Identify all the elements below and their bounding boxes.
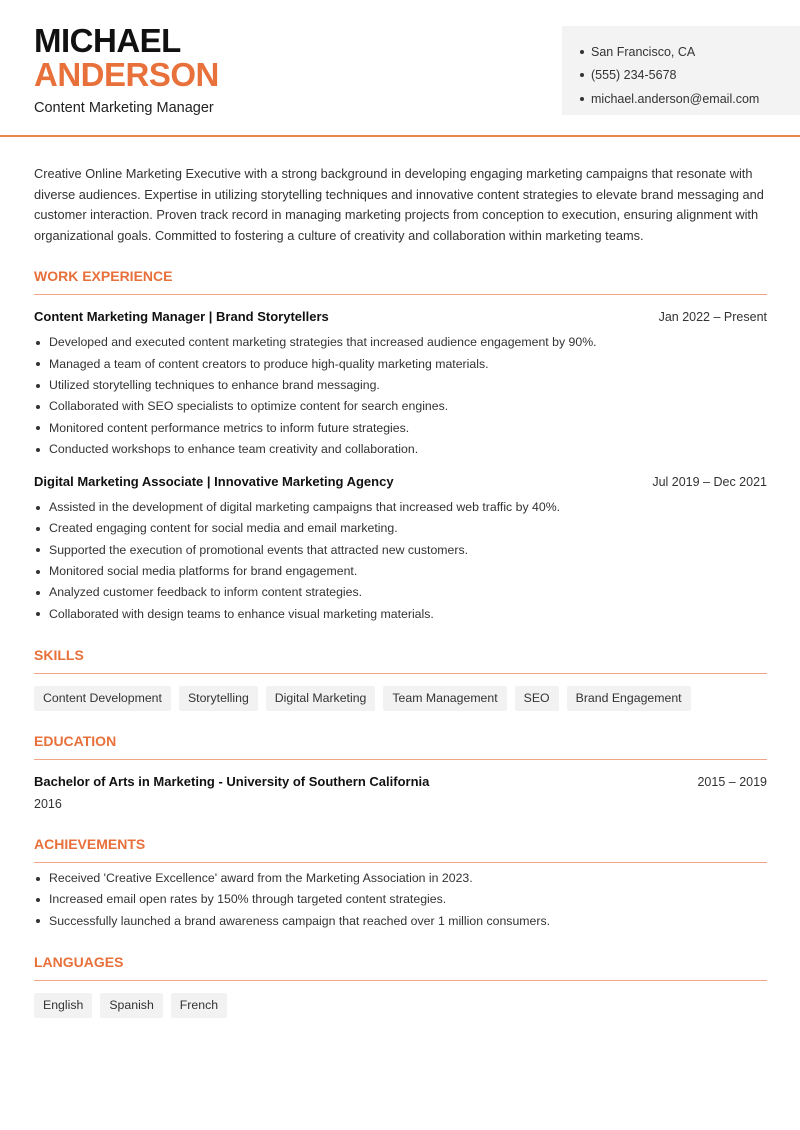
education-dates: 2015 – 2019 — [697, 774, 767, 789]
full-name — [34, 24, 219, 92]
contact-phone: (555) 234-5678 — [580, 64, 800, 88]
skill-tag: Storytelling — [179, 686, 258, 711]
skill-tag: SEO — [515, 686, 559, 711]
bullet-item: Conducted workshops to enhance team creativity and collaboration. — [34, 439, 767, 460]
bullet-item: Monitored social media platforms for brand engagement. — [34, 561, 767, 582]
bullet-item: Collaborated with design teams to enhance visual marketing materials. — [34, 604, 767, 625]
last-name: ANDERSON — [34, 56, 219, 93]
job-dates: Jul 2019 – Dec 2021 — [652, 475, 767, 490]
skills-list — [34, 686, 767, 711]
skill-tag: Content Development — [34, 686, 171, 711]
resume-header — [0, 0, 800, 137]
job-header — [34, 472, 767, 492]
job-header — [34, 307, 767, 327]
language-tag: French — [171, 993, 227, 1018]
section-heading-skills: SKILLS — [34, 647, 767, 674]
job-bullets — [34, 497, 767, 625]
achievements-list — [34, 868, 767, 932]
bullet-item: Created engaging content for social media and email marketing. — [34, 518, 767, 539]
resume-body — [34, 164, 767, 1018]
bullet-item: Utilized storytelling techniques to enhance brand messaging. — [34, 375, 767, 396]
skill-tag: Team Management — [383, 686, 506, 711]
job-title: Content Marketing Manager | Brand Storytellers — [34, 309, 329, 325]
bullet-item: Monitored content performance metrics to inform future strategies. — [34, 418, 767, 439]
work-list — [34, 307, 767, 625]
achievement-item: Successfully launched a brand awareness campaign that reached over 1 million consumers. — [34, 911, 767, 932]
education-year: 2016 — [34, 796, 62, 811]
degree: Bachelor of Arts in Marketing - University of Southern California — [34, 773, 430, 789]
bullet-item: Supported the execution of promotional events that attracted new customers. — [34, 540, 767, 561]
section-heading-work: WORK EXPERIENCE — [34, 268, 767, 295]
section-heading-education: EDUCATION — [34, 733, 767, 760]
job-title: Content Marketing Manager — [34, 100, 214, 116]
section-heading-languages: LANGUAGES — [34, 954, 767, 981]
contact-location: San Francisco, CA — [580, 40, 800, 64]
achievement-item: Increased email open rates by 150% through targeted content strategies. — [34, 889, 767, 910]
job-title: Digital Marketing Associate | Innovative Marketing Agency — [34, 474, 394, 490]
bullet-item: Developed and executed content marketing strategies that increased audience engagement by 90%. — [34, 332, 767, 353]
contact-box — [562, 26, 800, 115]
language-tag: English — [34, 993, 92, 1018]
bullet-item: Assisted in the development of digital marketing campaigns that increased web traffic by 40%. — [34, 497, 767, 518]
contact-email: michael.anderson@email.com — [580, 87, 800, 111]
first-name: MICHAEL — [34, 22, 181, 59]
achievement-item: Received 'Creative Excellence' award from the Marketing Association in 2023. — [34, 868, 767, 889]
job-dates: Jan 2022 – Present — [658, 310, 767, 325]
summary: Creative Online Marketing Executive with a strong background in developing engaging marketing campaigns that resonate with diverse audiences. Expertise in utilizing storytelling techniques and innovative content strategies to elevate brand messaging and customer interaction. Proven track record in managing marketing projects from conception to execution, ensuring alignment with organizational goals. Committed to fostering a culture of creativity and collaboration within marketing teams. — [34, 166, 764, 243]
section-heading-achievements: ACHIEVEMENTS — [34, 836, 767, 863]
languages-list — [34, 993, 767, 1018]
job-bullets — [34, 332, 767, 460]
bullet-item: Collaborated with SEO specialists to optimize content for search engines. — [34, 396, 767, 417]
bullet-item: Managed a team of content creators to produce high-quality marketing materials. — [34, 354, 767, 375]
skill-tag: Digital Marketing — [266, 686, 376, 711]
bullet-item: Analyzed customer feedback to inform content strategies. — [34, 582, 767, 603]
education-entry — [34, 772, 767, 792]
language-tag: Spanish — [100, 993, 162, 1018]
skill-tag: Brand Engagement — [567, 686, 691, 711]
